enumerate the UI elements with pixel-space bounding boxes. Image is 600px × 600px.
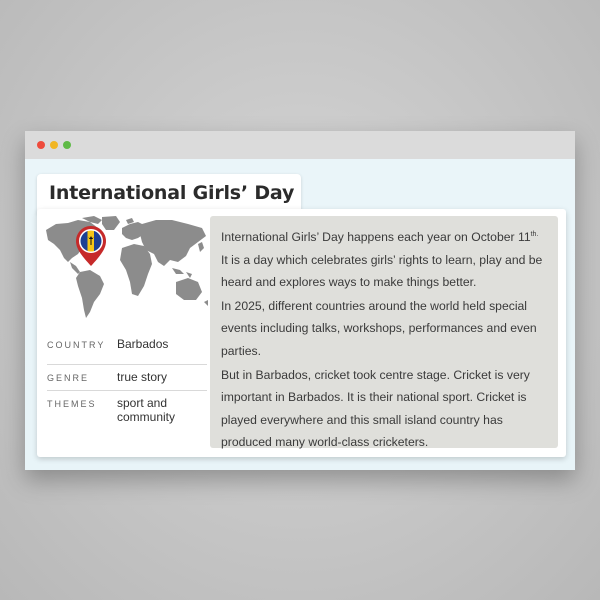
country-key: COUNTRY bbox=[47, 340, 106, 350]
genre-value: true story bbox=[117, 370, 168, 384]
page-content bbox=[25, 159, 575, 470]
title-tab bbox=[37, 174, 301, 214]
article-paragraph-1 bbox=[221, 226, 548, 294]
article-paragraph-2: In 2025, different countries around the world held special events including talks, workshops, performances and even parties. bbox=[221, 298, 537, 358]
page-title: International Girls’ Day bbox=[49, 182, 295, 204]
browser-window bbox=[25, 131, 575, 470]
story-info-table bbox=[47, 329, 207, 430]
themes-key: THEMES bbox=[47, 399, 97, 409]
themes-value: sport and community bbox=[117, 396, 176, 424]
article-text-panel bbox=[210, 216, 558, 448]
world-map bbox=[42, 214, 212, 324]
map-landmass bbox=[46, 216, 208, 318]
close-button[interactable] bbox=[37, 141, 45, 149]
info-row-country bbox=[47, 329, 207, 365]
maximize-button[interactable] bbox=[63, 141, 71, 149]
info-row-genre bbox=[47, 365, 207, 391]
p1-text: International Girls’ Day happens each year on October 11 bbox=[221, 230, 531, 244]
p1-ordinal: th. bbox=[530, 230, 539, 238]
info-row-themes bbox=[47, 391, 207, 430]
country-value: Barbados bbox=[117, 337, 169, 351]
location-pin-icon bbox=[76, 226, 106, 266]
article-paragraph-3: But in Barbados, cricket took centre stage. Cricket is very important in Barbados. It is their national sport. Cricket is played everywhere and this small island country has produced many world-class cricketers. bbox=[221, 367, 530, 450]
window-titlebar bbox=[25, 131, 575, 159]
genre-key: GENRE bbox=[47, 373, 90, 383]
p1-text-continued: It is a day which celebrates girls’ rights to learn, play and be heard and explores ways to make things better. bbox=[221, 252, 543, 290]
story-card bbox=[37, 209, 566, 457]
minimize-button[interactable] bbox=[50, 141, 58, 149]
